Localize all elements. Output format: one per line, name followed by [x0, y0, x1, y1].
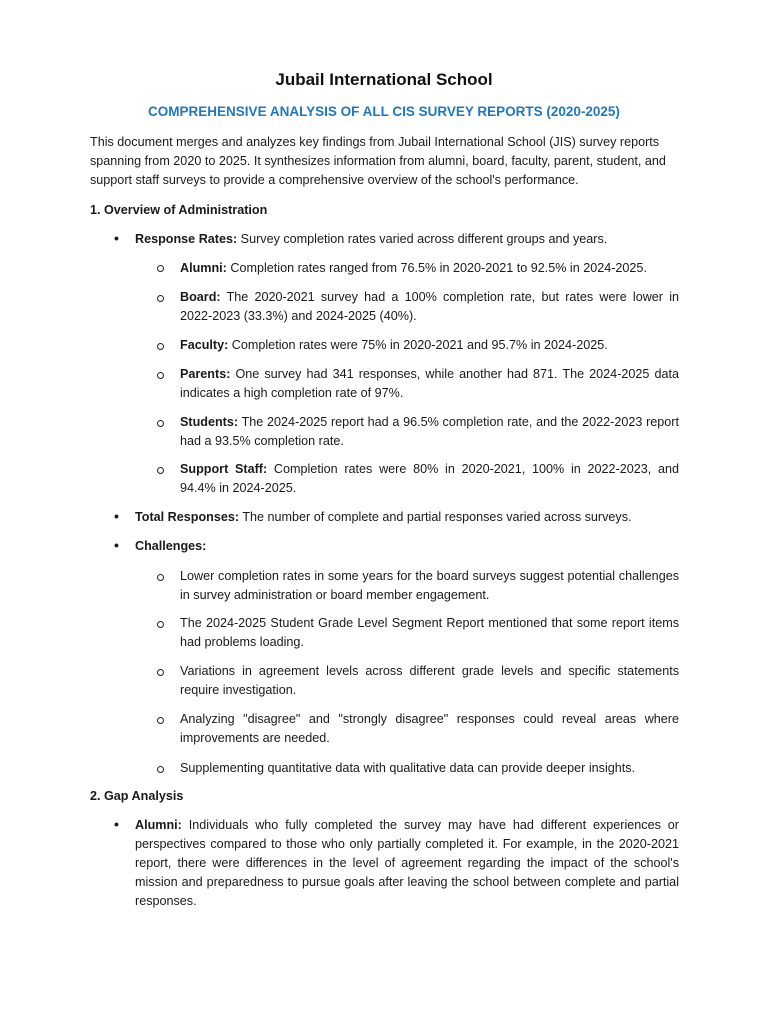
rate-item-board [180, 288, 679, 326]
sub-bullet-circle [157, 669, 164, 676]
rate-item-support-staff [180, 460, 679, 498]
item-text: Completion rates were 80% in 2020-2021, 100% in 2022-2023, and 94.4% in 2024-2025. [180, 462, 679, 495]
item-text: Survey completion rates varied across different groups and years. [237, 232, 608, 246]
sub-bullet-circle [157, 372, 164, 379]
item-text: One survey had 341 responses, while another had 871. The 2024-2025 data indicates a high completion rate of 97%. [180, 367, 679, 400]
challenge-item: The 2024-2025 Student Grade Level Segment Report mentioned that some report items had problems loading. [180, 616, 679, 649]
total-responses-item [135, 508, 679, 527]
item-text: Completion rates ranged from 76.5% in 2020-2021 to 92.5% in 2024-2025. [226, 261, 647, 275]
sub-bullet-circle [157, 265, 164, 272]
item-label: Alumni: [135, 818, 182, 832]
section-heading-overview: 1. Overview of Administration [90, 203, 268, 217]
sub-bullet-circle [157, 420, 164, 427]
section-heading-gap-analysis: 2. Gap Analysis [90, 789, 184, 803]
challenge-item: Variations in agreement levels across different grade levels and specific statements require investigation. [180, 664, 679, 697]
sub-bullet-circle [157, 467, 164, 474]
rate-item-parents [180, 365, 679, 403]
rate-item-students [180, 413, 679, 451]
rate-item-alumni [180, 259, 679, 278]
item-label: Support Staff: [180, 462, 268, 476]
item-label: Faculty: [180, 338, 229, 352]
item-label: Alumni: [180, 261, 227, 275]
gap-alumni-item [135, 816, 679, 911]
sub-bullet-circle [157, 343, 164, 350]
item-label: Board: [180, 290, 221, 304]
challenge-item: Lower completion rates in some years for the board surveys suggest potential challenges in survey administration or board member engagement. [180, 569, 679, 602]
rate-item-faculty [180, 336, 679, 355]
item-label: Students: [180, 415, 239, 429]
sub-bullet-circle [157, 574, 164, 581]
document-subtitle: COMPREHENSIVE ANALYSIS OF ALL CIS SURVEY REPORTS (2020-2025) [148, 104, 620, 119]
item-text: The 2020-2021 survey had a 100% completion rate, but rates were lower in 2022-2023 (33.3%) and 2024-2025 (40%). [180, 290, 679, 323]
challenge-item: Supplementing quantitative data with qualitative data can provide deeper insights. [180, 761, 636, 775]
response-rates-item [135, 230, 679, 249]
intro-paragraph: This document merges and analyzes key findings from Jubail International School (JIS) survey reports spanning from 2020 to 2025. It synthesizes information from alumni, board, faculty, parent, student, and support staff surveys to provide a comprehensive overview of the school's performance. [90, 135, 666, 187]
item-text: The number of complete and partial responses varied across surveys. [239, 510, 632, 524]
bullet-dot: • [114, 230, 119, 246]
sub-bullet-circle [157, 295, 164, 302]
bullet-dot: • [114, 816, 119, 832]
item-label: Challenges: [135, 539, 207, 553]
sub-bullet-circle [157, 621, 164, 628]
challenge-item: Analyzing "disagree" and "strongly disagree" responses could reveal areas where improvements are needed. [180, 712, 679, 745]
item-label: Parents: [180, 367, 231, 381]
sub-bullet-circle [157, 717, 164, 724]
item-text: Completion rates were 75% in 2020-2021 and 95.7% in 2024-2025. [228, 338, 608, 352]
bullet-dot: • [114, 537, 119, 553]
document-title: Jubail International School [275, 70, 493, 89]
sub-bullet-circle [157, 766, 164, 773]
item-label: Total Responses: [135, 510, 240, 524]
bullet-dot: • [114, 508, 119, 524]
item-label: Response Rates: [135, 232, 238, 246]
item-text: Individuals who fully completed the survey may have had different experiences or perspectives compared to those who only partially completed it. For example, in the 2020-2021 report, there were differences in the level of agreement regarding the impact of the school's mission and preparedness to pursue goals after leaving the school between complete and partial responses. [135, 818, 679, 908]
challenges-item [135, 537, 679, 556]
item-text: The 2024-2025 report had a 96.5% completion rate, and the 2022-2023 report had a 93.5% completion rate. [180, 415, 679, 448]
